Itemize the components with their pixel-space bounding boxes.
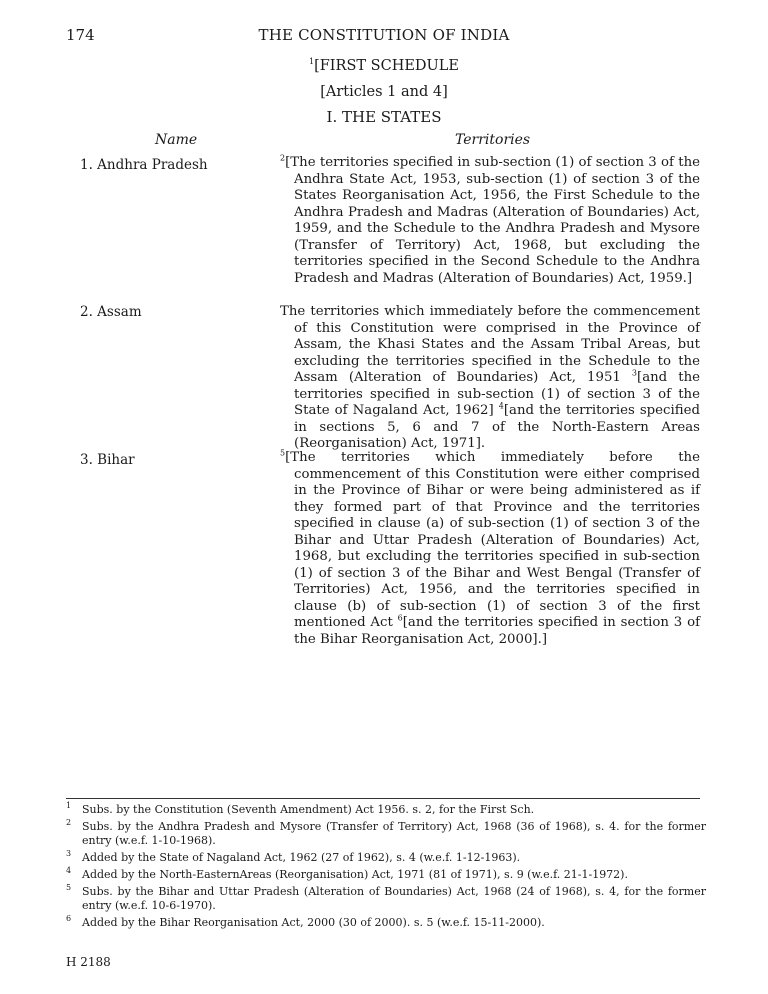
schedule-title xyxy=(0,58,768,74)
footnote-text: Added by the State of Nagaland Act, 1962 (27 of 1962), s. 4 (w.e.f. 1-12-1963). xyxy=(82,851,521,864)
footnote-text: Subs. by the Constitution (Seventh Amendment) Act 1956. s. 2, for the First Sch. xyxy=(82,803,535,816)
footnote xyxy=(66,885,706,913)
schedule-part: I. THE STATES xyxy=(326,108,442,126)
footnote-number: 1 xyxy=(66,801,72,810)
footnote-number: 5 xyxy=(66,883,72,892)
footnote-mark: 4 xyxy=(498,401,504,411)
footnote xyxy=(66,803,706,817)
entry-territories xyxy=(280,450,700,648)
entry-text: The territories which immediately before the commencement of this Constitution were comprised in the Province of Assam, the Khasi States and the Assam Tribal Areas, but excluding the territories specified in the Schedule to the Assam (Alteration of Boundaries) Act, 1951 xyxy=(280,304,700,385)
footnote-number: 4 xyxy=(66,866,72,875)
schedule-title-text: [FIRST SCHEDULE xyxy=(314,58,459,74)
footnote xyxy=(66,820,706,848)
footnotes xyxy=(66,803,706,933)
footnote xyxy=(66,851,706,865)
entry-text: [and the territories specified in sections 5, 6 and 7 of the North-Eastern Areas (Reorganisation) Act, 1971]. xyxy=(294,403,700,451)
entry-name: 2. Assam xyxy=(80,304,142,320)
printer-imprint: H 2188 xyxy=(66,955,111,969)
footnote-text: Added by the Bihar Reorganisation Act, 2000 (30 of 2000). s. 5 (w.e.f. 15-11-2000). xyxy=(82,916,545,929)
entry-name: 3. Bihar xyxy=(80,452,135,468)
footnote-text: Subs. by the Andhra Pradesh and Mysore (Transfer of Territory) Act, 1968 (36 of 1968), s. 4. for the former entry (w.e.f. 1-10-1968). xyxy=(82,820,706,847)
footnote-mark: 6 xyxy=(397,613,403,623)
entry-text: [The territories specified in sub-section (1) of section 3 of the Andhra State Act, 1953, sub-section (1) of section 3 of the States Reorganisation Act, 1956, the First Schedule to the Andhra Pradesh and Madras (Alteration of Boundaries) Act, 1959, and the Schedule to the Andhra Pradesh and Mysore (Transfer of Territory) Act, 1968, but excluding the territories specified in the Second Schedule to the Andhra Pradesh and Madras (Alteration of Boundaries) Act, 1959.] xyxy=(285,155,700,286)
footnote-rule xyxy=(66,798,700,799)
entry-text: [and the territories specified in sub-section (1) of section 3 of the State of Nagaland Act, 1962] xyxy=(294,370,700,418)
footnote-mark: 5 xyxy=(280,448,286,458)
footnote-mark: 2 xyxy=(280,153,286,163)
footnote xyxy=(66,868,706,882)
column-header-territories: Territories xyxy=(455,132,531,148)
footnote-number: 3 xyxy=(66,849,72,858)
page-number: 174 xyxy=(66,26,95,44)
entry-text: [and the territories specified in section 3 of the Bihar Reorganisation Act, 2000].] xyxy=(294,615,700,647)
column-header-name: Name xyxy=(155,132,198,148)
schedule-articles: [Articles 1 and 4] xyxy=(320,84,448,100)
footnote-text: Added by the North-EasternAreas (Reorganisation) Act, 1971 (81 of 1971), s. 9 (w.e.f. 21-1-1972). xyxy=(82,868,628,881)
footnote-mark: 1 xyxy=(309,57,315,67)
entry-territories xyxy=(280,304,700,453)
footnote-mark: 3 xyxy=(631,368,637,378)
footnote xyxy=(66,916,706,930)
footnote-number: 2 xyxy=(66,818,72,827)
entry-territories xyxy=(280,155,700,287)
entry-name: 1. Andhra Pradesh xyxy=(80,157,208,173)
footnote-text: Subs. by the Bihar and Uttar Pradesh (Alteration of Boundaries) Act, 1968 (24 of 1968), s. 4, for the former entry (w.e.f. 10-6-1970). xyxy=(82,885,706,912)
entry-text: [The territories which immediately before the commencement of this Constitution were either comprised in the Province of Bihar or were being administered as if they formed part of that Province and the territories specified in clause (a) of sub-section (1) of section 3 of the Bihar and Uttar Pradesh (Alteration of Boundaries) Act, 1968, but excluding the territories specified in sub-section (1) of section 3 of the Bihar and West Bengal (Transfer of Territories) Act, 1956, and the territories specified in clause (b) of sub-section (1) of section 3 of the first mentioned Act xyxy=(285,450,700,630)
footnote-number: 6 xyxy=(66,914,72,923)
running-title: THE CONSTITUTION OF INDIA xyxy=(258,26,510,44)
